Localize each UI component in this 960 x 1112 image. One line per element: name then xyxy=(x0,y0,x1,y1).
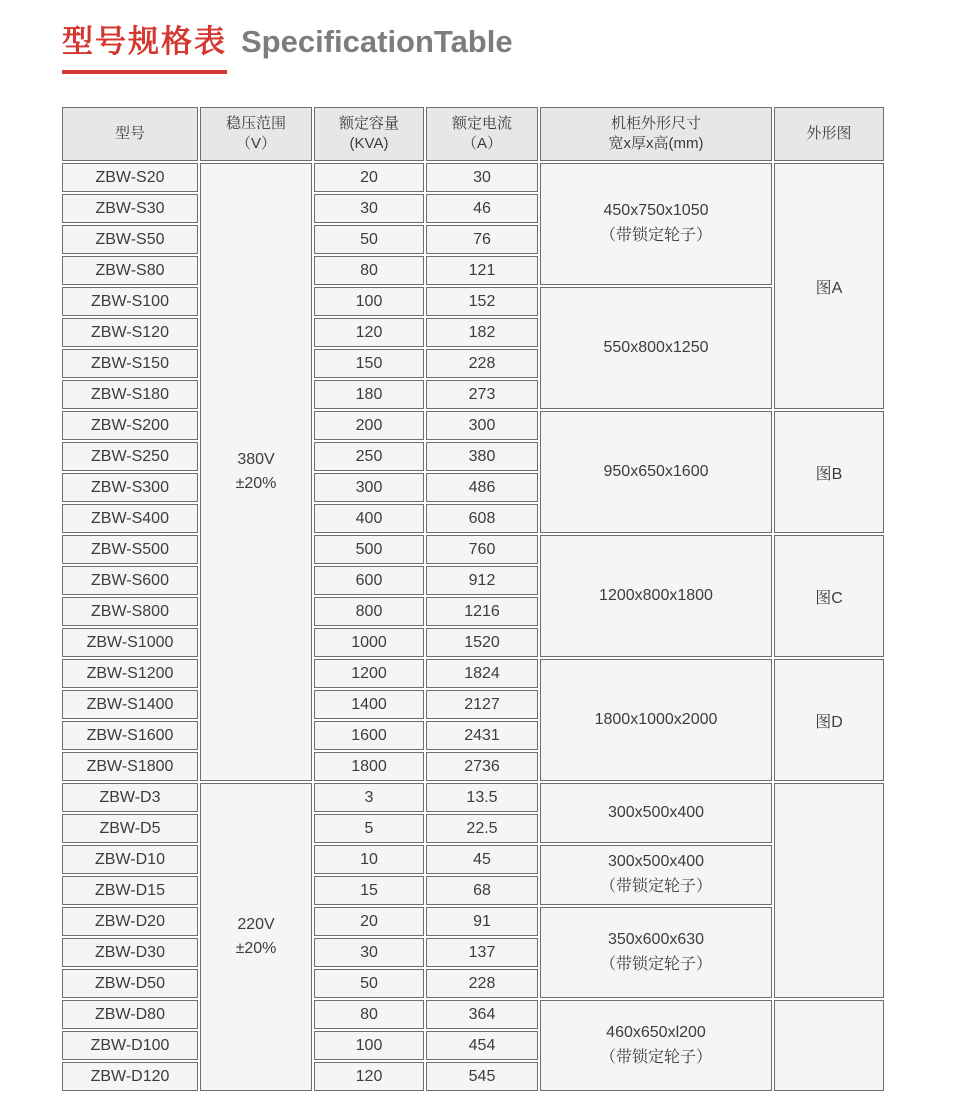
capacity-cell xyxy=(314,938,424,967)
capacity-cell xyxy=(314,721,424,750)
capacity-cell xyxy=(314,411,424,440)
header-cell-4 xyxy=(540,107,772,161)
capacity-cell-line: 30 xyxy=(360,199,378,217)
capacity-cell xyxy=(314,318,424,347)
model-cell xyxy=(62,907,198,936)
current-cell xyxy=(426,783,538,812)
header-cell-line: 额定电流 xyxy=(451,114,512,132)
capacity-cell-line: 1400 xyxy=(351,695,387,713)
capacity-cell xyxy=(314,907,424,936)
header-cell-line: 外形图 xyxy=(806,124,852,142)
model-cell-line: ZBW-S150 xyxy=(91,354,169,372)
current-cell-line: 137 xyxy=(468,943,496,961)
model-cell-line: ZBW-D20 xyxy=(95,912,165,930)
header-cell-2 xyxy=(314,107,424,161)
current-cell xyxy=(426,690,538,719)
model-cell-line: ZBW-S120 xyxy=(91,323,169,341)
capacity-cell-line: 100 xyxy=(355,292,383,310)
model-cell xyxy=(62,938,198,967)
model-cell-line: ZBW-S1600 xyxy=(86,726,174,744)
capacity-cell-line: 80 xyxy=(360,1005,378,1023)
capacity-cell xyxy=(314,380,424,409)
current-cell-line: 486 xyxy=(468,478,496,496)
current-cell xyxy=(426,535,538,564)
voltage-cell-line: ±20% xyxy=(235,475,277,492)
dimensions-cell xyxy=(540,535,772,657)
capacity-cell-line: 50 xyxy=(360,974,378,992)
model-cell xyxy=(62,349,198,378)
capacity-cell xyxy=(314,659,424,688)
capacity-cell xyxy=(314,566,424,595)
capacity-cell-line: 50 xyxy=(360,230,378,248)
current-cell xyxy=(426,969,538,998)
capacity-cell xyxy=(314,504,424,533)
current-cell-line: 2127 xyxy=(464,695,500,713)
current-cell-line: 2431 xyxy=(464,726,500,744)
current-cell-line: 2736 xyxy=(464,757,500,775)
model-cell xyxy=(62,287,198,316)
capacity-cell-line: 250 xyxy=(355,447,383,465)
capacity-cell-line: 150 xyxy=(355,354,383,372)
page-title xyxy=(62,16,513,74)
capacity-cell-line: 120 xyxy=(355,1067,383,1085)
capacity-cell-line: 30 xyxy=(360,943,378,961)
model-cell-line: ZBW-S500 xyxy=(91,540,169,558)
capacity-cell xyxy=(314,349,424,378)
capacity-cell xyxy=(314,752,424,781)
model-cell xyxy=(62,163,198,192)
capacity-cell xyxy=(314,628,424,657)
figure-cell xyxy=(774,411,884,533)
capacity-cell-line: 5 xyxy=(364,819,374,837)
header-cell-line: （V） xyxy=(235,135,276,152)
current-cell-line: 68 xyxy=(473,881,491,899)
model-cell-line: ZBW-S1200 xyxy=(86,664,174,682)
table-row xyxy=(62,1000,884,1029)
current-cell xyxy=(426,597,538,626)
model-cell-line: ZBW-S1000 xyxy=(86,633,174,651)
dimensions-cell xyxy=(540,659,772,781)
header-cell-line: (KVA) xyxy=(349,135,389,152)
dimensions-cell xyxy=(540,783,772,843)
table-row xyxy=(62,411,884,440)
header-cell-line: 型号 xyxy=(114,124,145,142)
current-cell xyxy=(426,1000,538,1029)
capacity-cell-line: 400 xyxy=(355,509,383,527)
model-cell xyxy=(62,876,198,905)
current-cell xyxy=(426,504,538,533)
capacity-cell-line: 1600 xyxy=(351,726,387,744)
current-cell xyxy=(426,907,538,936)
current-cell xyxy=(426,318,538,347)
capacity-cell-line: 20 xyxy=(360,912,378,930)
current-cell-line: 608 xyxy=(468,509,496,527)
model-cell xyxy=(62,535,198,564)
model-cell-line: ZBW-D100 xyxy=(90,1036,170,1054)
current-cell-line: 1216 xyxy=(464,602,500,620)
capacity-cell-line: 1800 xyxy=(351,757,387,775)
capacity-cell xyxy=(314,256,424,285)
table-body xyxy=(62,163,884,1091)
model-cell-line: ZBW-S1800 xyxy=(86,757,174,775)
dimensions-cell-line: 1200x800x1800 xyxy=(599,586,713,604)
model-cell-line: ZBW-D50 xyxy=(95,974,165,992)
capacity-cell-line: 15 xyxy=(360,881,378,899)
current-cell-line: 22.5 xyxy=(466,819,498,837)
current-cell xyxy=(426,1062,538,1091)
model-cell xyxy=(62,442,198,471)
model-cell xyxy=(62,721,198,750)
dimensions-cell xyxy=(540,907,772,998)
model-cell xyxy=(62,845,198,874)
model-cell-line: ZBW-D10 xyxy=(95,850,165,868)
current-cell xyxy=(426,752,538,781)
model-cell xyxy=(62,1031,198,1060)
capacity-cell-line: 120 xyxy=(355,323,383,341)
capacity-cell xyxy=(314,690,424,719)
capacity-cell xyxy=(314,814,424,843)
current-cell xyxy=(426,473,538,502)
voltage-cell-line: 380V xyxy=(237,451,275,468)
current-cell-line: 1520 xyxy=(464,633,500,651)
dimensions-cell-line: 350x600x630 xyxy=(607,930,705,948)
capacity-cell-line: 500 xyxy=(355,540,383,558)
capacity-cell xyxy=(314,194,424,223)
current-cell-line: 364 xyxy=(468,1005,496,1023)
figure-cell xyxy=(774,659,884,781)
capacity-cell-line: 10 xyxy=(360,850,378,868)
header-cell-1 xyxy=(200,107,312,161)
current-cell-line: 380 xyxy=(468,447,496,465)
current-cell xyxy=(426,256,538,285)
dimensions-cell xyxy=(540,845,772,905)
model-cell xyxy=(62,225,198,254)
model-cell-line: ZBW-S80 xyxy=(95,261,165,279)
model-cell-line: ZBW-D5 xyxy=(99,819,161,837)
dimensions-cell xyxy=(540,163,772,285)
capacity-cell-line: 1000 xyxy=(351,633,387,651)
model-cell-line: ZBW-S1400 xyxy=(86,695,174,713)
voltage-cell xyxy=(200,783,312,1091)
model-cell-line: ZBW-S300 xyxy=(91,478,169,496)
table-row xyxy=(62,907,884,936)
model-cell xyxy=(62,256,198,285)
figure-cell-line: 图C xyxy=(815,589,843,607)
header-row xyxy=(62,107,884,161)
current-cell-line: 76 xyxy=(473,230,491,248)
model-cell xyxy=(62,969,198,998)
current-cell-line: 228 xyxy=(468,974,496,992)
model-cell xyxy=(62,1000,198,1029)
capacity-cell-line: 200 xyxy=(355,416,383,434)
current-cell xyxy=(426,442,538,471)
voltage-cell xyxy=(200,163,312,781)
dimensions-cell-line: 300x500x400 xyxy=(607,853,705,871)
model-cell xyxy=(62,659,198,688)
current-cell-line: 13.5 xyxy=(466,788,498,806)
model-cell-line: ZBW-D120 xyxy=(90,1067,170,1085)
dimensions-cell xyxy=(540,1000,772,1091)
current-cell-line: 912 xyxy=(468,571,496,589)
header-cell-line: 稳压范围 xyxy=(225,114,286,132)
model-cell-line: ZBW-S20 xyxy=(95,168,165,186)
model-cell-line: ZBW-S800 xyxy=(91,602,169,620)
table-row xyxy=(62,659,884,688)
model-cell xyxy=(62,194,198,223)
table-row xyxy=(62,783,884,812)
current-cell xyxy=(426,163,538,192)
model-cell xyxy=(62,380,198,409)
model-cell xyxy=(62,752,198,781)
figure-cell xyxy=(774,1000,884,1091)
page-title-zh: 型号规格表 xyxy=(62,16,227,74)
current-cell-line: 91 xyxy=(473,912,491,930)
model-cell xyxy=(62,783,198,812)
current-cell-line: 228 xyxy=(468,354,496,372)
model-cell-line: ZBW-S50 xyxy=(95,230,165,248)
current-cell xyxy=(426,845,538,874)
model-cell xyxy=(62,1062,198,1091)
current-cell xyxy=(426,349,538,378)
dimensions-cell-line: 1800x1000x2000 xyxy=(594,710,718,728)
current-cell-line: 300 xyxy=(468,416,496,434)
model-cell-line: ZBW-D3 xyxy=(99,788,161,806)
dimensions-cell-line: 450x750x1050 xyxy=(603,202,709,220)
model-cell-line: ZBW-D30 xyxy=(95,943,165,961)
dimensions-cell-line: 460x650xl200 xyxy=(606,1023,706,1041)
header-cell-line: 宽x厚x高(mm) xyxy=(608,135,704,152)
current-cell xyxy=(426,194,538,223)
page-title-en: SpecificationTable xyxy=(241,24,513,59)
table-row xyxy=(62,287,884,316)
capacity-cell xyxy=(314,845,424,874)
current-cell xyxy=(426,380,538,409)
capacity-cell-line: 3 xyxy=(364,788,374,806)
capacity-cell xyxy=(314,1062,424,1091)
header-cell-line: 额定容量 xyxy=(338,114,399,132)
model-cell-line: ZBW-S180 xyxy=(91,385,169,403)
voltage-cell-line: 220V xyxy=(237,916,275,933)
capacity-cell-line: 300 xyxy=(355,478,383,496)
model-cell-line: ZBW-D80 xyxy=(95,1005,165,1023)
figure-cell-line: 图B xyxy=(815,465,843,483)
model-cell xyxy=(62,504,198,533)
current-cell-line: 273 xyxy=(468,385,496,403)
capacity-cell-line: 600 xyxy=(355,571,383,589)
model-cell-line: ZBW-S100 xyxy=(91,292,169,310)
dimensions-cell-line: 550x800x1250 xyxy=(603,338,709,356)
table-row xyxy=(62,535,884,564)
capacity-cell-line: 20 xyxy=(360,168,378,186)
dimensions-cell-line: （带锁定轮子） xyxy=(599,1048,712,1066)
current-cell xyxy=(426,287,538,316)
current-cell xyxy=(426,659,538,688)
capacity-cell-line: 180 xyxy=(355,385,383,403)
figure-cell xyxy=(774,535,884,657)
specification-table xyxy=(60,105,886,1093)
current-cell-line: 121 xyxy=(468,261,496,279)
header-cell-line: （A） xyxy=(461,135,502,152)
current-cell-line: 760 xyxy=(468,540,496,558)
capacity-cell-line: 80 xyxy=(360,261,378,279)
voltage-cell-line: ±20% xyxy=(235,940,277,957)
current-cell-line: 454 xyxy=(468,1036,496,1054)
model-cell xyxy=(62,318,198,347)
current-cell xyxy=(426,1031,538,1060)
figure-cell-line: 图A xyxy=(815,279,843,297)
dimensions-cell-line: 950x650x1600 xyxy=(603,462,709,480)
model-cell-line: ZBW-S200 xyxy=(91,416,169,434)
model-cell-line: ZBW-S250 xyxy=(91,447,169,465)
current-cell-line: 1824 xyxy=(464,664,500,682)
dimensions-cell-line: （带锁定轮子） xyxy=(599,227,712,244)
current-cell-line: 46 xyxy=(473,199,491,217)
model-cell-line: ZBW-S400 xyxy=(91,509,169,527)
header-cell-5 xyxy=(774,107,884,161)
current-cell-line: 152 xyxy=(468,292,496,310)
current-cell-line: 545 xyxy=(468,1067,496,1085)
model-cell-line: ZBW-S600 xyxy=(91,571,169,589)
current-cell xyxy=(426,876,538,905)
current-cell xyxy=(426,225,538,254)
capacity-cell xyxy=(314,442,424,471)
model-cell xyxy=(62,473,198,502)
model-cell xyxy=(62,690,198,719)
model-cell xyxy=(62,411,198,440)
dimensions-cell xyxy=(540,411,772,533)
capacity-cell-line: 100 xyxy=(355,1036,383,1054)
model-cell-line: ZBW-S30 xyxy=(95,199,165,217)
current-cell xyxy=(426,814,538,843)
header-cell-0 xyxy=(62,107,198,161)
capacity-cell xyxy=(314,783,424,812)
header-cell-3 xyxy=(426,107,538,161)
current-cell-line: 45 xyxy=(473,850,491,868)
current-cell-line: 182 xyxy=(468,323,496,341)
current-cell-line: 30 xyxy=(473,168,491,186)
capacity-cell xyxy=(314,163,424,192)
current-cell xyxy=(426,411,538,440)
header-cell-line: 机柜外形尺寸 xyxy=(610,114,701,132)
model-cell xyxy=(62,814,198,843)
dimensions-cell-line: 300x500x400 xyxy=(607,803,705,821)
current-cell xyxy=(426,721,538,750)
capacity-cell xyxy=(314,1031,424,1060)
dimensions-cell xyxy=(540,287,772,409)
capacity-cell-line: 800 xyxy=(355,602,383,620)
model-cell xyxy=(62,597,198,626)
capacity-cell xyxy=(314,876,424,905)
figure-cell xyxy=(774,163,884,409)
capacity-cell xyxy=(314,597,424,626)
capacity-cell xyxy=(314,473,424,502)
capacity-cell xyxy=(314,1000,424,1029)
current-cell xyxy=(426,566,538,595)
current-cell xyxy=(426,938,538,967)
model-cell xyxy=(62,628,198,657)
dimensions-cell-line: （带锁定轮子） xyxy=(599,955,712,973)
table-row xyxy=(62,163,884,192)
capacity-cell xyxy=(314,287,424,316)
current-cell xyxy=(426,628,538,657)
capacity-cell xyxy=(314,535,424,564)
model-cell-line: ZBW-D15 xyxy=(95,881,165,899)
table-row xyxy=(62,845,884,874)
dimensions-cell-line: （带锁定轮子） xyxy=(599,878,712,895)
model-cell xyxy=(62,566,198,595)
capacity-cell xyxy=(314,969,424,998)
capacity-cell xyxy=(314,225,424,254)
figure-cell-line: 图D xyxy=(815,713,843,731)
capacity-cell-line: 1200 xyxy=(351,664,387,682)
table-header xyxy=(62,107,884,161)
figure-cell xyxy=(774,783,884,998)
